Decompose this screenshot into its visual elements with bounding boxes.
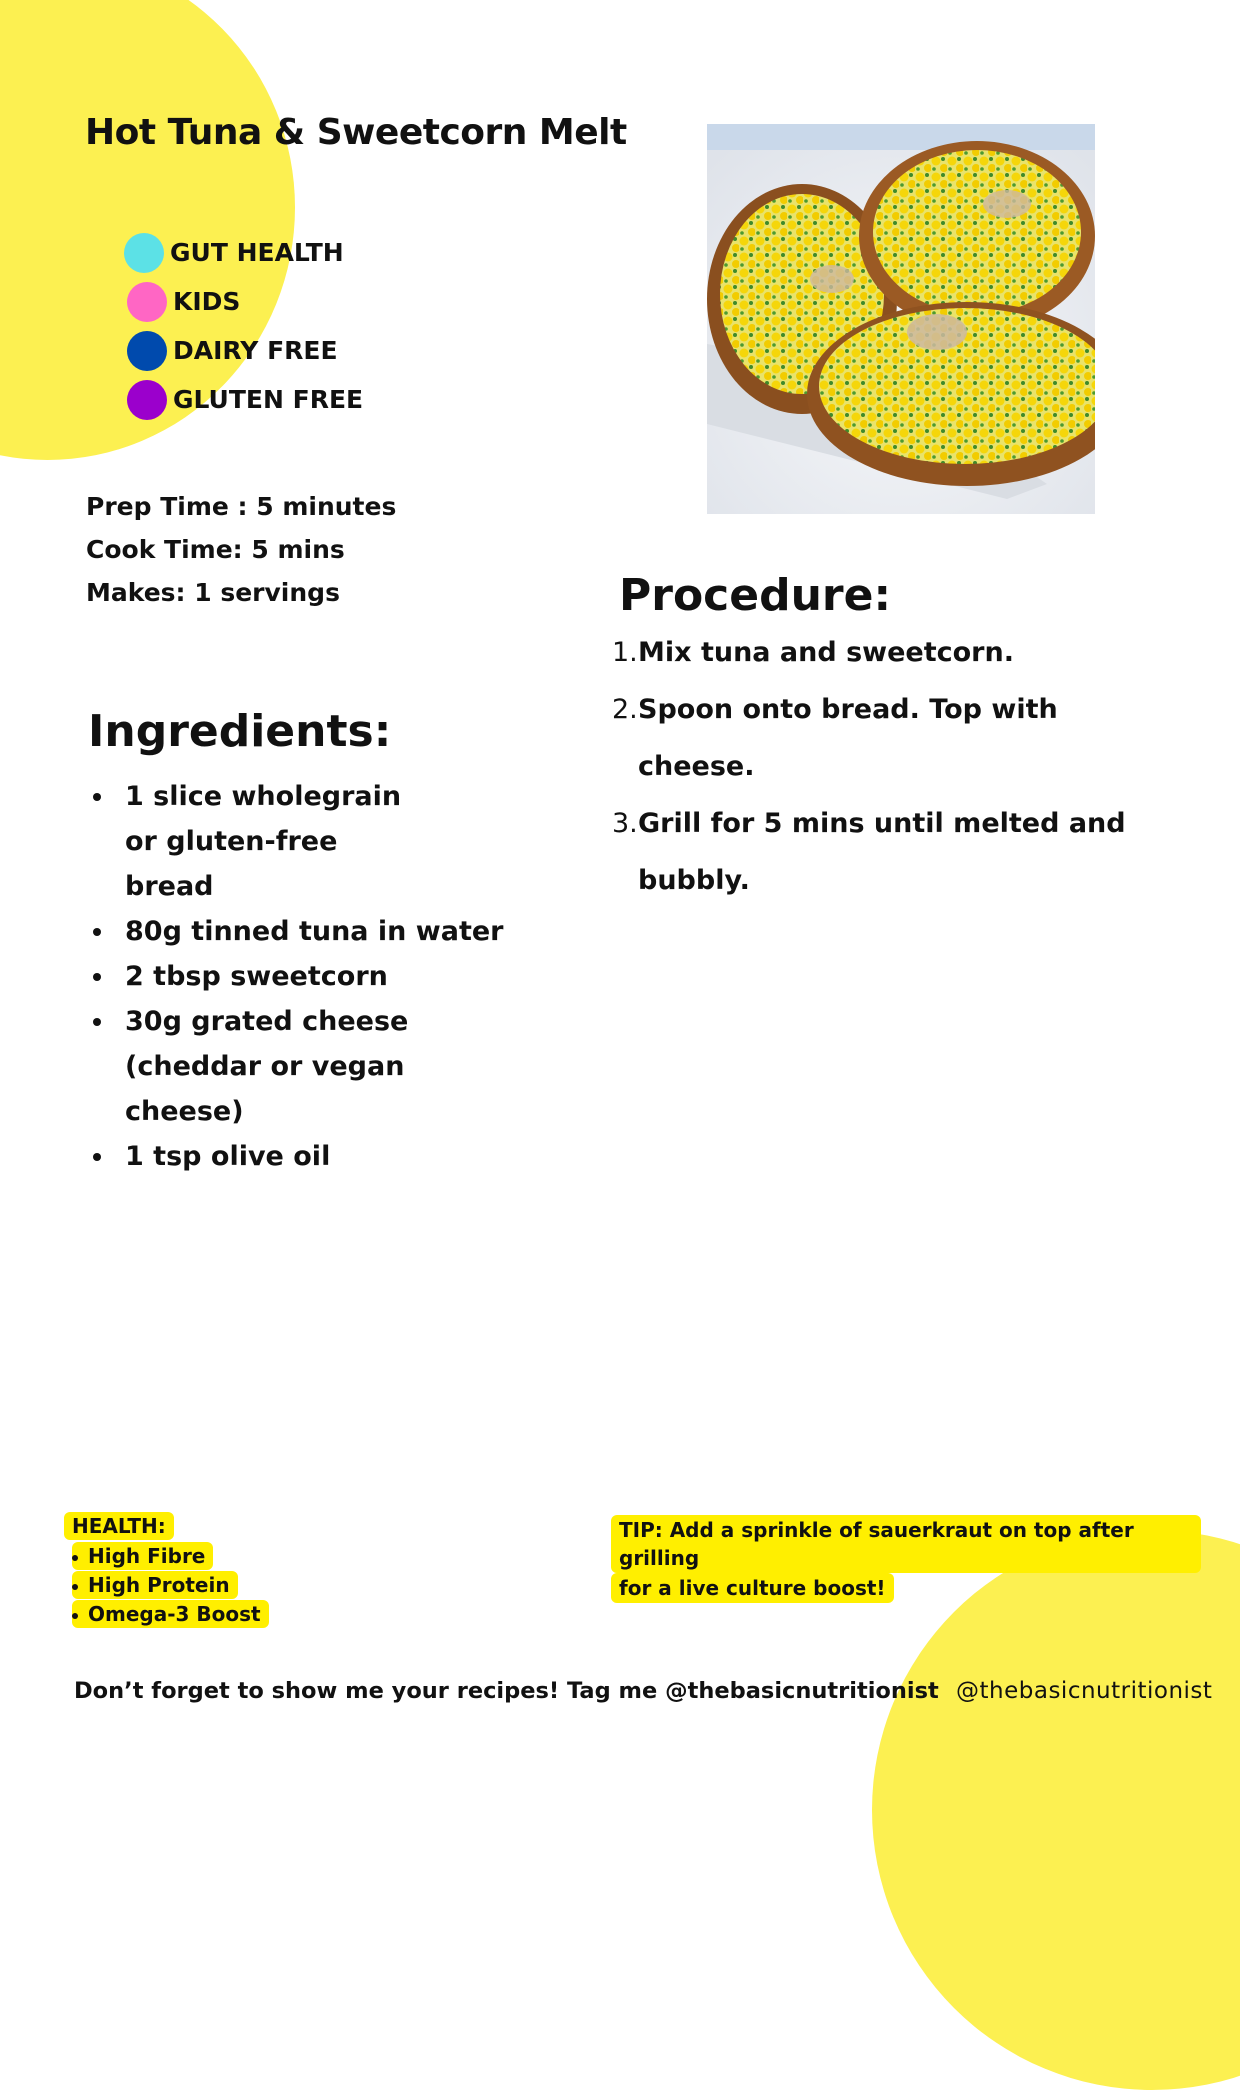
procedure-step (612, 681, 1172, 795)
tag-label: DAIRY FREE (173, 336, 338, 365)
step-number: 3. (612, 808, 638, 839)
ingredients-heading: Ingredients: (88, 706, 392, 757)
tag-gut-health (124, 228, 360, 277)
procedure-step (612, 624, 1172, 681)
tag-color-dot-icon (127, 380, 167, 420)
tip-line: for a live culture boost! (611, 1573, 894, 1603)
health-item-label: Omega-3 Boost (72, 1600, 269, 1628)
step-number: 2. (612, 694, 638, 725)
ingredient-item: 2 tbsp sweetcorn (90, 954, 510, 999)
procedure-steps (612, 624, 1172, 909)
social-handle: @thebasicnutritionist (956, 1678, 1213, 1704)
health-title: HEALTH: (64, 1512, 174, 1540)
cook-time: Cook Time: 5 mins (86, 535, 345, 564)
tuna-melt-photo-icon (707, 124, 1095, 514)
servings: Makes: 1 servings (86, 578, 340, 607)
procedure-heading: Procedure: (619, 570, 892, 621)
tag-gluten-free (127, 375, 363, 424)
health-item (84, 1571, 269, 1599)
prep-time: Prep Time : 5 minutes (86, 492, 397, 521)
health-list (64, 1542, 269, 1628)
step-text: Spoon onto bread. Top with cheese. (638, 694, 1058, 782)
tag-color-dot-icon (124, 233, 164, 273)
tag-label: GLUTEN FREE (173, 385, 364, 414)
tag-label: GUT HEALTH (170, 238, 344, 267)
tag-kids (127, 277, 363, 326)
procedure-step (612, 795, 1172, 909)
tag-label: KIDS (173, 287, 241, 316)
diet-tag-list (124, 228, 364, 424)
step-text: Mix tuna and sweetcorn. (638, 637, 1014, 668)
recipe-meta (86, 485, 396, 614)
ingredient-item: 30g grated cheese (cheddar or vegan cheese) (90, 999, 415, 1134)
tuna-melt-photo (707, 124, 1095, 514)
recipe-title: Hot Tuna & Sweetcorn Melt (85, 112, 627, 153)
step-number: 1. (612, 637, 638, 668)
ingredient-item: 1 slice wholegrain or gluten-free bread (90, 774, 425, 909)
recipe-tip (611, 1515, 1201, 1603)
ingredients-list (90, 774, 510, 1179)
health-item-label: High Fibre (72, 1542, 213, 1570)
health-item-label: High Protein (72, 1571, 238, 1599)
tip-line: TIP: Add a sprinkle of sauerkraut on top after grilling (611, 1515, 1201, 1573)
health-item (84, 1600, 269, 1628)
ingredient-item: 1 tsp olive oil (90, 1134, 510, 1179)
decorative-yellow-circle-bottom (872, 1530, 1240, 2090)
tag-color-dot-icon (127, 331, 167, 371)
health-benefits (64, 1512, 269, 1629)
footer-cta: Don’t forget to show me your recipes! Tag me @thebasicnutritionist (74, 1678, 939, 1704)
ingredient-item: 80g tinned tuna in water (90, 909, 510, 954)
health-item (84, 1542, 269, 1570)
step-text: Grill for 5 mins until melted and bubbly. (638, 808, 1126, 896)
tag-color-dot-icon (127, 282, 167, 322)
tag-dairy-free (127, 326, 363, 375)
